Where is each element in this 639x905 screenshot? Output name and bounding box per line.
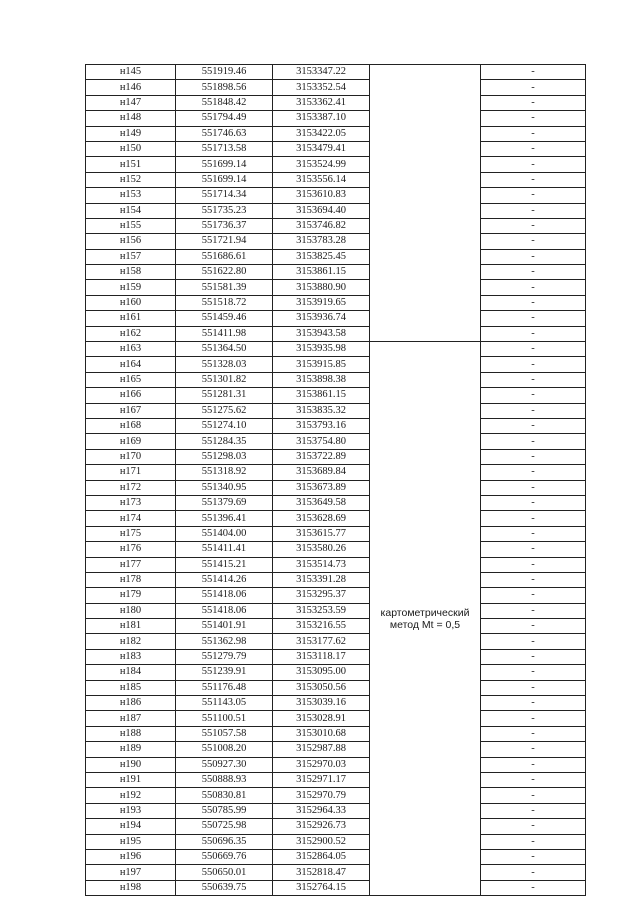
point-id-cell: н171: [86, 465, 176, 480]
x-coordinate-cell: 551794.49: [176, 111, 273, 126]
y-coordinate-cell: 3152900.52: [273, 834, 370, 849]
y-coordinate-cell: 3153825.45: [273, 249, 370, 264]
y-coordinate-cell: 3153050.56: [273, 680, 370, 695]
table-row: [86, 249, 586, 264]
x-coordinate-cell: 551008.20: [176, 742, 273, 757]
x-coordinate-cell: 551714.34: [176, 188, 273, 203]
table-row: [86, 203, 586, 218]
table-row: [86, 619, 586, 634]
accuracy-cell: -: [481, 696, 586, 711]
table-row: [86, 357, 586, 372]
accuracy-cell: -: [481, 434, 586, 449]
y-coordinate-cell: 3152764.15: [273, 880, 370, 895]
y-coordinate-cell: 3152970.79: [273, 788, 370, 803]
table-row: [86, 403, 586, 418]
x-coordinate-cell: 551328.03: [176, 357, 273, 372]
y-coordinate-cell: 3153689.84: [273, 465, 370, 480]
accuracy-cell: -: [481, 188, 586, 203]
x-coordinate-cell: 551411.41: [176, 542, 273, 557]
point-id-cell: н197: [86, 865, 176, 880]
x-coordinate-cell: 550639.75: [176, 880, 273, 895]
y-coordinate-cell: 3153935.98: [273, 342, 370, 357]
table-row: [86, 80, 586, 95]
point-id-cell: н149: [86, 126, 176, 141]
x-coordinate-cell: 550650.01: [176, 865, 273, 880]
x-coordinate-cell: 551281.31: [176, 388, 273, 403]
accuracy-cell: -: [481, 65, 586, 80]
accuracy-cell: -: [481, 418, 586, 433]
accuracy-cell: -: [481, 849, 586, 864]
y-coordinate-cell: 3153835.32: [273, 403, 370, 418]
y-coordinate-cell: 3153177.62: [273, 634, 370, 649]
x-coordinate-cell: 551898.56: [176, 80, 273, 95]
accuracy-cell: -: [481, 680, 586, 695]
y-coordinate-cell: 3153253.59: [273, 603, 370, 618]
x-coordinate-cell: 551275.62: [176, 403, 273, 418]
coordinates-table-body: [86, 65, 586, 896]
point-id-cell: н184: [86, 665, 176, 680]
y-coordinate-cell: 3153479.41: [273, 141, 370, 156]
x-coordinate-cell: 551699.14: [176, 157, 273, 172]
table-row: [86, 711, 586, 726]
accuracy-cell: -: [481, 772, 586, 787]
y-coordinate-cell: 3153783.28: [273, 234, 370, 249]
table-row: [86, 126, 586, 141]
y-coordinate-cell: 3152864.05: [273, 849, 370, 864]
point-id-cell: н167: [86, 403, 176, 418]
accuracy-cell: -: [481, 172, 586, 187]
y-coordinate-cell: 3153610.83: [273, 188, 370, 203]
y-coordinate-cell: 3153295.37: [273, 588, 370, 603]
point-id-cell: н166: [86, 388, 176, 403]
table-row: [86, 434, 586, 449]
table-row: [86, 188, 586, 203]
accuracy-cell: -: [481, 280, 586, 295]
point-id-cell: н174: [86, 511, 176, 526]
accuracy-cell: -: [481, 465, 586, 480]
accuracy-cell: -: [481, 634, 586, 649]
accuracy-cell: -: [481, 711, 586, 726]
x-coordinate-cell: 551239.91: [176, 665, 273, 680]
accuracy-cell: -: [481, 403, 586, 418]
y-coordinate-cell: 3153556.14: [273, 172, 370, 187]
point-id-cell: н172: [86, 480, 176, 495]
x-coordinate-cell: 551100.51: [176, 711, 273, 726]
table-row: [86, 603, 586, 618]
x-coordinate-cell: 551379.69: [176, 495, 273, 510]
x-coordinate-cell: 550785.99: [176, 803, 273, 818]
accuracy-cell: -: [481, 342, 586, 357]
accuracy-cell: -: [481, 311, 586, 326]
point-id-cell: н189: [86, 742, 176, 757]
table-row: [86, 649, 586, 664]
accuracy-cell: -: [481, 649, 586, 664]
accuracy-cell: -: [481, 111, 586, 126]
x-coordinate-cell: 551699.14: [176, 172, 273, 187]
point-id-cell: н146: [86, 80, 176, 95]
point-id-cell: н196: [86, 849, 176, 864]
y-coordinate-cell: 3152970.03: [273, 757, 370, 772]
point-id-cell: н158: [86, 265, 176, 280]
accuracy-cell: -: [481, 326, 586, 341]
point-id-cell: н198: [86, 880, 176, 895]
point-id-cell: н181: [86, 619, 176, 634]
method-accuracy: метод Mt = 0,5: [389, 618, 461, 631]
y-coordinate-cell: 3153722.89: [273, 449, 370, 464]
accuracy-cell: -: [481, 357, 586, 372]
accuracy-cell: -: [481, 218, 586, 233]
coordinates-table: [85, 64, 586, 896]
accuracy-cell: -: [481, 542, 586, 557]
x-coordinate-cell: 551418.06: [176, 588, 273, 603]
point-id-cell: н147: [86, 95, 176, 110]
x-coordinate-cell: 551301.82: [176, 372, 273, 387]
table-row: [86, 449, 586, 464]
accuracy-cell: -: [481, 619, 586, 634]
accuracy-cell: -: [481, 588, 586, 603]
table-row: [86, 772, 586, 787]
table-row: [86, 680, 586, 695]
x-coordinate-cell: 551340.95: [176, 480, 273, 495]
y-coordinate-cell: 3153628.69: [273, 511, 370, 526]
y-coordinate-cell: 3153919.65: [273, 295, 370, 310]
table-row: [86, 218, 586, 233]
accuracy-cell: -: [481, 526, 586, 541]
accuracy-cell: -: [481, 819, 586, 834]
accuracy-cell: -: [481, 788, 586, 803]
y-coordinate-cell: 3153039.16: [273, 696, 370, 711]
table-row: [86, 865, 586, 880]
x-coordinate-cell: 551414.26: [176, 572, 273, 587]
y-coordinate-cell: 3153754.80: [273, 434, 370, 449]
point-id-cell: н190: [86, 757, 176, 772]
accuracy-cell: -: [481, 249, 586, 264]
y-coordinate-cell: 3153915.85: [273, 357, 370, 372]
point-id-cell: н195: [86, 834, 176, 849]
x-coordinate-cell: 551298.03: [176, 449, 273, 464]
point-id-cell: н192: [86, 788, 176, 803]
accuracy-cell: -: [481, 95, 586, 110]
accuracy-cell: -: [481, 742, 586, 757]
table-row: [86, 326, 586, 341]
table-row: [86, 726, 586, 741]
table-row: [86, 572, 586, 587]
accuracy-cell: -: [481, 234, 586, 249]
y-coordinate-cell: 3153391.28: [273, 572, 370, 587]
point-id-cell: н159: [86, 280, 176, 295]
table-row: [86, 111, 586, 126]
y-coordinate-cell: 3153861.15: [273, 265, 370, 280]
table-row: [86, 157, 586, 172]
table-row: [86, 588, 586, 603]
table-row: [86, 234, 586, 249]
x-coordinate-cell: 551057.58: [176, 726, 273, 741]
y-coordinate-cell: 3153010.68: [273, 726, 370, 741]
y-coordinate-cell: 3153898.38: [273, 372, 370, 387]
table-row: [86, 742, 586, 757]
y-coordinate-cell: 3153118.17: [273, 649, 370, 664]
x-coordinate-cell: 551404.00: [176, 526, 273, 541]
accuracy-cell: -: [481, 803, 586, 818]
accuracy-cell: -: [481, 511, 586, 526]
table-row: [86, 372, 586, 387]
point-id-cell: н191: [86, 772, 176, 787]
x-coordinate-cell: 551176.48: [176, 680, 273, 695]
y-coordinate-cell: 3153352.54: [273, 80, 370, 95]
point-id-cell: н151: [86, 157, 176, 172]
x-coordinate-cell: 551919.46: [176, 65, 273, 80]
point-id-cell: н185: [86, 680, 176, 695]
y-coordinate-cell: 3153514.73: [273, 557, 370, 572]
x-coordinate-cell: 551686.61: [176, 249, 273, 264]
y-coordinate-cell: 3153387.10: [273, 111, 370, 126]
x-coordinate-cell: 551518.72: [176, 295, 273, 310]
accuracy-cell: -: [481, 126, 586, 141]
table-row: [86, 696, 586, 711]
point-id-cell: н188: [86, 726, 176, 741]
y-coordinate-cell: 3153746.82: [273, 218, 370, 233]
y-coordinate-cell: 3153673.89: [273, 480, 370, 495]
accuracy-cell: -: [481, 157, 586, 172]
accuracy-cell: -: [481, 265, 586, 280]
x-coordinate-cell: 551362.98: [176, 634, 273, 649]
accuracy-cell: -: [481, 80, 586, 95]
table-row: [86, 280, 586, 295]
accuracy-cell: -: [481, 665, 586, 680]
point-id-cell: н148: [86, 111, 176, 126]
point-id-cell: н178: [86, 572, 176, 587]
table-row: [86, 495, 586, 510]
method-cell: [370, 342, 481, 896]
point-id-cell: н180: [86, 603, 176, 618]
point-id-cell: н169: [86, 434, 176, 449]
method-cell-empty: [370, 65, 481, 342]
y-coordinate-cell: 3153580.26: [273, 542, 370, 557]
accuracy-cell: -: [481, 449, 586, 464]
table-row: [86, 803, 586, 818]
x-coordinate-cell: 550725.98: [176, 819, 273, 834]
point-id-cell: н177: [86, 557, 176, 572]
x-coordinate-cell: 550927.30: [176, 757, 273, 772]
y-coordinate-cell: 3153615.77: [273, 526, 370, 541]
table-row: [86, 388, 586, 403]
point-id-cell: н152: [86, 172, 176, 187]
accuracy-cell: -: [481, 726, 586, 741]
point-id-cell: н153: [86, 188, 176, 203]
y-coordinate-cell: 3153861.15: [273, 388, 370, 403]
point-id-cell: н154: [86, 203, 176, 218]
x-coordinate-cell: 551396.41: [176, 511, 273, 526]
point-id-cell: н176: [86, 542, 176, 557]
table-row: [86, 65, 586, 80]
table-row: [86, 311, 586, 326]
table-row: [86, 849, 586, 864]
x-coordinate-cell: 550888.93: [176, 772, 273, 787]
point-id-cell: н145: [86, 65, 176, 80]
point-id-cell: н168: [86, 418, 176, 433]
point-id-cell: н157: [86, 249, 176, 264]
x-coordinate-cell: 551581.39: [176, 280, 273, 295]
y-coordinate-cell: 3153524.99: [273, 157, 370, 172]
y-coordinate-cell: 3153028.91: [273, 711, 370, 726]
accuracy-cell: -: [481, 757, 586, 772]
y-coordinate-cell: 3152971.17: [273, 772, 370, 787]
x-coordinate-cell: 551418.06: [176, 603, 273, 618]
accuracy-cell: -: [481, 603, 586, 618]
x-coordinate-cell: 551143.05: [176, 696, 273, 711]
table-row: [86, 526, 586, 541]
point-id-cell: н175: [86, 526, 176, 541]
y-coordinate-cell: 3153649.58: [273, 495, 370, 510]
table-row: [86, 295, 586, 310]
x-coordinate-cell: 551284.35: [176, 434, 273, 449]
point-id-cell: н187: [86, 711, 176, 726]
table-row: [86, 819, 586, 834]
table-row: [86, 788, 586, 803]
table-row: [86, 834, 586, 849]
table-row: [86, 511, 586, 526]
point-id-cell: н164: [86, 357, 176, 372]
accuracy-cell: -: [481, 372, 586, 387]
x-coordinate-cell: 551318.92: [176, 465, 273, 480]
y-coordinate-cell: 3153880.90: [273, 280, 370, 295]
x-coordinate-cell: 550669.76: [176, 849, 273, 864]
accuracy-cell: -: [481, 141, 586, 156]
accuracy-cell: -: [481, 557, 586, 572]
y-coordinate-cell: 3153943.58: [273, 326, 370, 341]
table-row: [86, 265, 586, 280]
table-row: [86, 542, 586, 557]
accuracy-cell: -: [481, 203, 586, 218]
y-coordinate-cell: 3152987.88: [273, 742, 370, 757]
point-id-cell: н182: [86, 634, 176, 649]
accuracy-cell: -: [481, 480, 586, 495]
point-id-cell: н194: [86, 819, 176, 834]
x-coordinate-cell: 551274.10: [176, 418, 273, 433]
point-id-cell: н193: [86, 803, 176, 818]
table-row: [86, 342, 586, 357]
x-coordinate-cell: 551622.80: [176, 265, 273, 280]
accuracy-cell: -: [481, 495, 586, 510]
y-coordinate-cell: 3153362.41: [273, 95, 370, 110]
accuracy-cell: -: [481, 388, 586, 403]
point-id-cell: н165: [86, 372, 176, 387]
y-coordinate-cell: 3153422.05: [273, 126, 370, 141]
y-coordinate-cell: 3153216.55: [273, 619, 370, 634]
x-coordinate-cell: 551746.63: [176, 126, 273, 141]
accuracy-cell: -: [481, 572, 586, 587]
x-coordinate-cell: 551736.37: [176, 218, 273, 233]
x-coordinate-cell: 551364.50: [176, 342, 273, 357]
point-id-cell: н179: [86, 588, 176, 603]
table-row: [86, 880, 586, 895]
x-coordinate-cell: 551415.21: [176, 557, 273, 572]
x-coordinate-cell: 551279.79: [176, 649, 273, 664]
x-coordinate-cell: 551721.94: [176, 234, 273, 249]
x-coordinate-cell: 551713.58: [176, 141, 273, 156]
table-row: [86, 465, 586, 480]
point-id-cell: н163: [86, 342, 176, 357]
table-row: [86, 95, 586, 110]
point-id-cell: н162: [86, 326, 176, 341]
y-coordinate-cell: 3153694.40: [273, 203, 370, 218]
point-id-cell: н186: [86, 696, 176, 711]
x-coordinate-cell: 550696.35: [176, 834, 273, 849]
accuracy-cell: -: [481, 834, 586, 849]
point-id-cell: н156: [86, 234, 176, 249]
point-id-cell: н155: [86, 218, 176, 233]
accuracy-cell: -: [481, 865, 586, 880]
x-coordinate-cell: 550830.81: [176, 788, 273, 803]
x-coordinate-cell: 551411.98: [176, 326, 273, 341]
y-coordinate-cell: 3153347.22: [273, 65, 370, 80]
y-coordinate-cell: 3152926.73: [273, 819, 370, 834]
table-row: [86, 557, 586, 572]
accuracy-cell: -: [481, 295, 586, 310]
table-row: [86, 634, 586, 649]
point-id-cell: н160: [86, 295, 176, 310]
accuracy-cell: -: [481, 880, 586, 895]
table-row: [86, 665, 586, 680]
y-coordinate-cell: 3152964.33: [273, 803, 370, 818]
point-id-cell: н170: [86, 449, 176, 464]
table-row: [86, 141, 586, 156]
table-row: [86, 418, 586, 433]
table-row: [86, 172, 586, 187]
x-coordinate-cell: 551848.42: [176, 95, 273, 110]
x-coordinate-cell: 551735.23: [176, 203, 273, 218]
point-id-cell: н183: [86, 649, 176, 664]
point-id-cell: н161: [86, 311, 176, 326]
y-coordinate-cell: 3153936.74: [273, 311, 370, 326]
point-id-cell: н150: [86, 141, 176, 156]
x-coordinate-cell: 551401.91: [176, 619, 273, 634]
table-row: [86, 757, 586, 772]
x-coordinate-cell: 551459.46: [176, 311, 273, 326]
y-coordinate-cell: 3152818.47: [273, 865, 370, 880]
table-row: [86, 480, 586, 495]
method-name: картометрический: [380, 606, 470, 619]
y-coordinate-cell: 3153793.16: [273, 418, 370, 433]
y-coordinate-cell: 3153095.00: [273, 665, 370, 680]
point-id-cell: н173: [86, 495, 176, 510]
